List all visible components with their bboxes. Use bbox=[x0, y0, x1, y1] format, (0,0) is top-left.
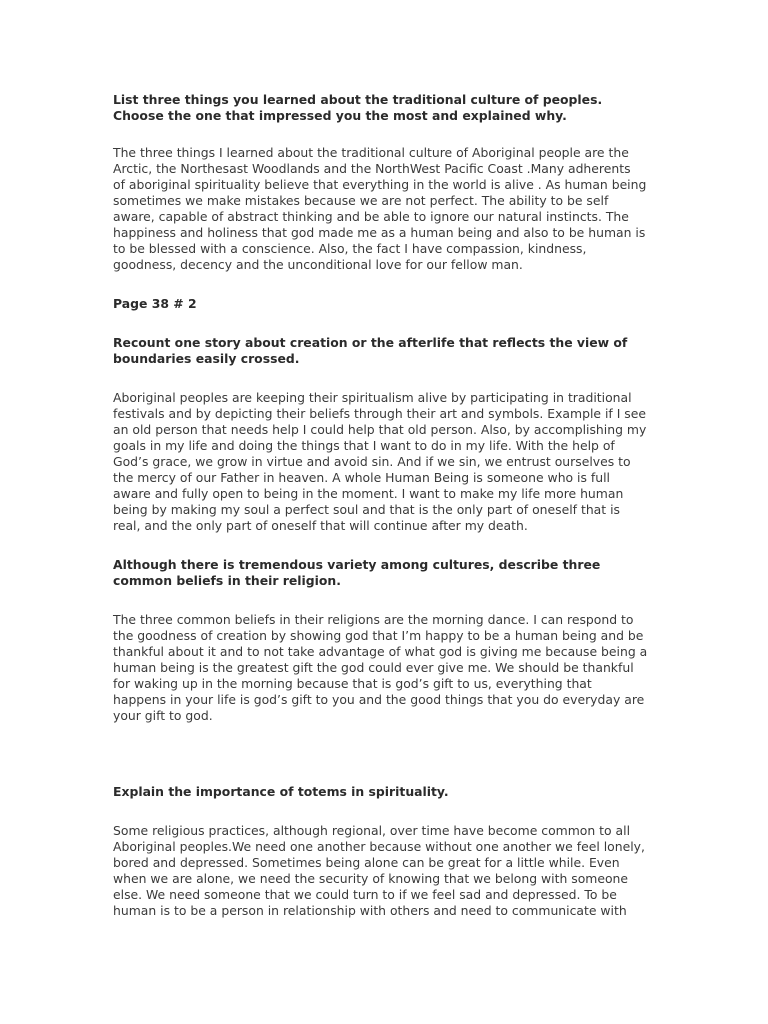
answer-2-line: goals in my life and doing the things that I want to do in my life. With the help of bbox=[113, 438, 615, 453]
question-2-line: boundaries easily crossed. bbox=[113, 351, 300, 366]
answer-2-line: the mercy of our Father in heaven. A whole Human Being is someone who is full bbox=[113, 470, 610, 485]
question-3-line: Although there is tremendous variety among cultures, describe three bbox=[113, 557, 601, 572]
question-1 bbox=[113, 92, 661, 124]
answer-1-line: goodness, decency and the unconditional love for our fellow man. bbox=[113, 257, 523, 272]
question-4-line: Explain the importance of totems in spirituality. bbox=[113, 784, 449, 799]
answer-1 bbox=[113, 145, 661, 273]
answer-1-line: aware, capable of abstract thinking and be able to ignore our natural instincts. The bbox=[113, 209, 629, 224]
answer-4-line: else. We need someone that we could turn to if we feel sad and depressed. To be bbox=[113, 887, 617, 902]
answer-3-line: your gift to god. bbox=[113, 708, 213, 723]
answer-1-line: The three things I learned about the traditional culture of Aboriginal people are the bbox=[113, 145, 629, 160]
question-3-line: common beliefs in their religion. bbox=[113, 573, 341, 588]
answer-3-line: thankful about it and to not take advantage of what god is giving me because being a bbox=[113, 644, 648, 659]
answer-3-line: for waking up in the morning because that is god’s gift to us, everything that bbox=[113, 676, 592, 691]
answer-4-line: human is to be a person in relationship with others and need to communicate with bbox=[113, 903, 627, 918]
answer-2-line: God’s grace, we grow in virtue and avoid sin. And if we sin, we entrust ourselves to bbox=[113, 454, 631, 469]
answer-1-line: of aboriginal spirituality believe that everything in the world is alive . As human being bbox=[113, 177, 647, 192]
answer-1-line: happiness and holiness that god made me as a human being and also to be human is bbox=[113, 225, 646, 240]
page-reference-line: Page 38 # 2 bbox=[113, 296, 197, 311]
question-1-line: Choose the one that impressed you the most and explained why. bbox=[113, 108, 567, 123]
answer-2-line: an old person that needs help I could help that old person. Also, by accomplishing my bbox=[113, 422, 647, 437]
answer-2-line: real, and the only part of oneself that will continue after my death. bbox=[113, 518, 528, 533]
question-1-line: List three things you learned about the traditional culture of peoples. bbox=[113, 92, 603, 107]
answer-4-line: Aboriginal peoples.We need one another because without one another we feel lonely, bbox=[113, 839, 645, 854]
answer-2 bbox=[113, 390, 661, 534]
answer-2-line: being by making my soul a perfect soul and that is the only part of oneself that is bbox=[113, 502, 620, 517]
question-2-line: Recount one story about creation or the afterlife that reflects the view of bbox=[113, 335, 628, 350]
page-reference-heading bbox=[113, 296, 661, 312]
question-3 bbox=[113, 557, 661, 589]
answer-2-line: Aboriginal peoples are keeping their spiritualism alive by participating in traditional bbox=[113, 390, 632, 405]
question-2 bbox=[113, 335, 661, 367]
answer-4-line: bored and depressed. Sometimes being alone can be great for a little while. Even bbox=[113, 855, 620, 870]
answer-3-line: The three common beliefs in their religions are the morning dance. I can respond to bbox=[113, 612, 634, 627]
answer-2-line: aware and fully open to being in the moment. I want to make my life more human bbox=[113, 486, 624, 501]
document-page bbox=[113, 92, 661, 919]
answer-4-line: when we are alone, we need the security of knowing that we belong with someone bbox=[113, 871, 629, 886]
answer-3-line: human being is the greatest gift the god could ever give me. We should be thankful bbox=[113, 660, 634, 675]
question-4 bbox=[113, 784, 661, 800]
answer-3 bbox=[113, 612, 661, 724]
answer-2-line: festivals and by depicting their beliefs through their art and symbols. Example if I see bbox=[113, 406, 646, 421]
answer-1-line: Arctic, the Northesast Woodlands and the NorthWest Pacific Coast .Many adherents bbox=[113, 161, 631, 176]
answer-4 bbox=[113, 823, 661, 919]
answer-1-line: to be blessed with a conscience. Also, the fact I have compassion, kindness, bbox=[113, 241, 587, 256]
answer-1-line: sometimes we make mistakes because we are not perfect. The ability to be self bbox=[113, 193, 609, 208]
answer-3-line: happens in your life is god’s gift to you and the good things that you do everyday are bbox=[113, 692, 645, 707]
answer-3-line: the goodness of creation by showing god that I’m happy to be a human being and be bbox=[113, 628, 644, 643]
answer-4-line: Some religious practices, although regional, over time have become common to all bbox=[113, 823, 631, 838]
